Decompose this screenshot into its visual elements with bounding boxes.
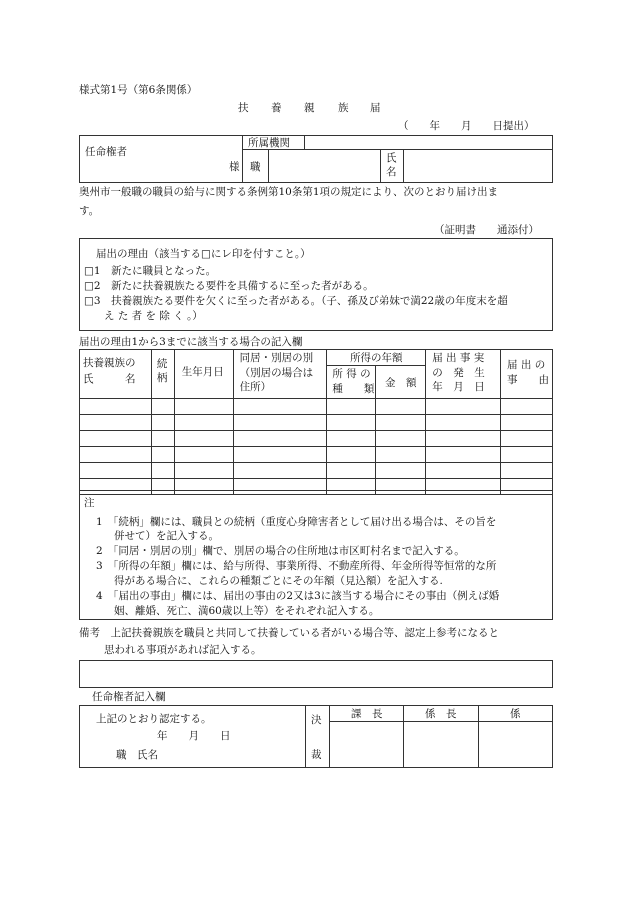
sama-label: 様	[229, 161, 240, 173]
staff-label: 係	[510, 708, 521, 720]
reason-item-3-cont: え た 者 を 除 く 。）	[104, 310, 203, 322]
approval-date[interactable]: 年 月 日	[157, 730, 231, 742]
table-row[interactable]	[80, 415, 553, 431]
header-cohabitation: 同居・別居の別 （別居の場合は 住所）	[233, 350, 327, 399]
appointing-authority-label: 任命権者	[85, 146, 127, 158]
dependents-table	[79, 349, 553, 495]
reason-item-2[interactable]: □2 新たに扶養親族たる要件を具備するに至った者がある。	[84, 280, 374, 292]
header-dependent-name: 扶養親族の 氏 名	[80, 350, 152, 399]
form-number: 様式第1号（第6条関係）	[79, 84, 198, 96]
header-reason: 届 出 の 事 由	[501, 350, 553, 399]
header-event-date: 届 出 事 実 の 発 生 年 月 日	[426, 350, 501, 399]
kessai-char-2: 裁	[311, 749, 322, 761]
reason-item-1[interactable]: □1 新たに職員となった。	[84, 265, 217, 277]
section-chief-stamp[interactable]	[331, 723, 401, 766]
note-line-3: 2 「同居・別居の別」欄で、別居の場合の住所地は市区町村名まで記入する。	[96, 545, 465, 557]
certificate-note: （証明書 通添付）	[434, 224, 539, 236]
table-row[interactable]	[80, 463, 553, 479]
form-title-char-3: 親	[304, 102, 315, 114]
note-line-5: 得がある場合に、これらの種類ごとにその年額（見込額）を記入する.	[114, 575, 443, 587]
affiliation-label: 所属機関	[248, 137, 290, 149]
subsection-chief-stamp[interactable]	[405, 723, 476, 766]
header-amount: 金 額	[376, 366, 426, 399]
reason-heading: 届出の理由（該当する□にレ印を付すこと。）	[96, 248, 311, 260]
name-label-top: 氏	[386, 152, 397, 164]
form-title-char-5: 届	[370, 102, 381, 114]
header-birthdate: 生年月日	[174, 350, 233, 399]
certified-text: 上記のとおり認定する。	[96, 713, 212, 725]
table-row[interactable]	[80, 447, 553, 463]
notes-heading: 注	[84, 497, 95, 509]
table-row[interactable]	[80, 431, 553, 447]
position-label: 職	[250, 161, 261, 173]
table-caption: 届出の理由1から3までに該当する場合の記入欄	[79, 336, 303, 348]
remarks-line1: 備考 上記扶養親族を職員と共同して扶養している者がいる場合等、認定上参考になると	[79, 627, 499, 639]
section-chief-label: 課 長	[351, 708, 383, 720]
form-title-char-4: 族	[338, 102, 349, 114]
name-field[interactable]	[405, 151, 551, 181]
header-relation: 続 柄	[151, 350, 174, 399]
remarks-field[interactable]	[79, 660, 553, 688]
intro-text-line2: す。	[79, 205, 100, 217]
name-label-bottom: 名	[386, 166, 397, 178]
staff-stamp[interactable]	[480, 723, 551, 766]
header-income-annual: 所得の年額	[327, 350, 426, 366]
header-income-type: 所 得 の 種 類	[327, 366, 376, 399]
note-line-6: 4 「届出の事由」欄には、届出の事由の2又は3に該当する場合にその事由（例えば婚	[96, 590, 500, 602]
table-row[interactable]	[80, 399, 553, 415]
authority-section-label: 任命権者記入欄	[92, 691, 166, 703]
note-line-7: 姻、離婚、死亡、満60歳以上等）をそれぞれ記入する。	[114, 605, 380, 617]
note-line-1: 1 「続柄」欄には、職員との続柄（重度心身障害者として届け出る場合は、その旨を	[96, 516, 497, 528]
position-field[interactable]	[270, 151, 378, 181]
position-name-label: 職 氏名	[116, 749, 158, 761]
remarks-line2: 思われる事項があれば記入する。	[104, 644, 262, 656]
subsection-chief-label: 係 長	[425, 708, 457, 720]
affiliation-field[interactable]	[306, 137, 550, 148]
intro-text-line1: 奥州市一般職の職員の給与に関する条例第10条第1項の規定により、次のとおり届け出ま	[79, 186, 499, 198]
form-title-char-1: 扶	[238, 102, 249, 114]
submission-date[interactable]: （ 年 月 日提出）	[398, 120, 535, 132]
form-title-char-2: 養	[271, 102, 282, 114]
note-line-4: 3 「所得の年額」欄には、給与所得、事業所得、不動産所得、年金所得等恒常的な所	[96, 560, 497, 572]
reason-item-3[interactable]: □3 扶養親族たる要件を欠くに至った者がある。（子、孫及び弟妹で満22歳の年度末を超	[84, 295, 508, 307]
note-line-2: 併せて）を記入する。	[114, 530, 219, 542]
kessai-char-1: 決	[311, 714, 322, 726]
